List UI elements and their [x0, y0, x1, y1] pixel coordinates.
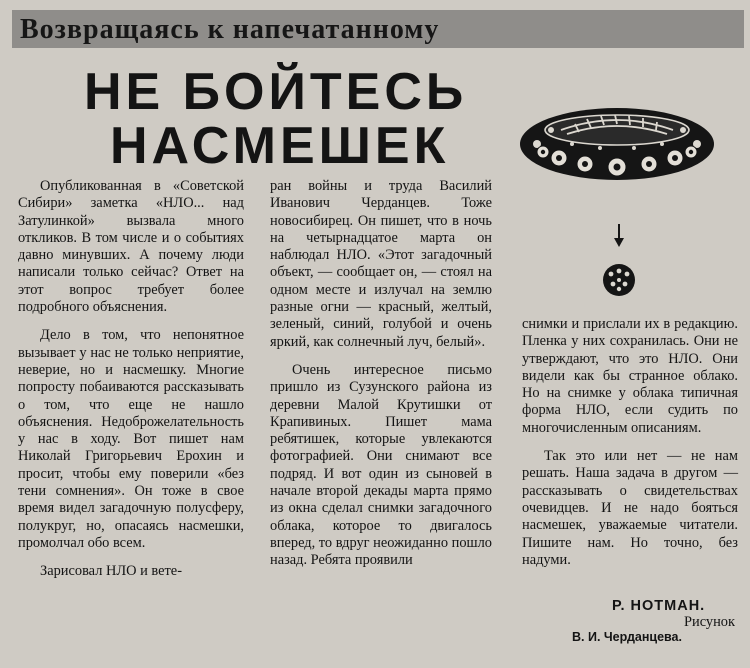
ufo-illustration	[515, 100, 725, 300]
headline-line-1: НЕ БОЙТЕСЬ	[84, 63, 468, 121]
article-column-1	[18, 178, 244, 581]
paragraph: ран войны и труда Василий Иванович Черданцев. Тоже новосибирец. Он пишет, что в ночь на четырнадцатое марта он наблюдал НЛО. «Этот загадочный объект, — сообщает он, — стоял на одном месте и излучал на землю разные огни — красный, желтый, зеленый, синий, голубой и очень яркий, как солнечный луч, белый».	[270, 178, 492, 350]
illustration-artist: В. И. Черданцева.	[572, 630, 682, 644]
paragraph: Очень интересное письмо пришло из Сузунского района из деревни Малой Крутишки от Крапивиных. Пишет мама ребятишек, которые увлекаются фотографией. Они снимают все подряд. И вот один из сыновей в начале второй декады марта прямо из окна сделал снимки загадочного облака, которое то двигалось вперед, то вдруг неожиданно пошло назад. Ребята проявили	[270, 361, 492, 569]
rubric-banner	[12, 10, 744, 48]
paragraph: Зарисовал НЛО и вете-	[40, 563, 182, 580]
illustration-credit-label: Рисунок	[684, 614, 735, 630]
author-signature: Р. НОТМАН.	[612, 598, 706, 614]
rubric-title: Возвращаясь к напечатанному	[20, 14, 440, 45]
object-sphere-icon	[603, 264, 635, 296]
arrow-down-icon	[614, 224, 624, 247]
headline-line-2: НАСМЕШЕК	[110, 117, 450, 175]
article-column-3	[522, 316, 738, 569]
paragraph: снимки и прислали их в редакцию. Пленка у них сохранилась. Они не утверждают, что это НЛО. Они видели как бы странное облако. Но на снимке у облака типичная форма НЛО, если судить по многочисленным описаниям.	[522, 316, 738, 436]
ufo-saucer-icon	[520, 108, 714, 180]
paragraph: Так это или нет — не нам решать. Наша задача в другом — рассказывать о свидетельствах очевидцев. И не надо бояться насмешек, уважаемые читатели. Пишите нам. Но точно, без надуми.	[522, 448, 738, 568]
paragraph: Опубликованная в «Советской Сибири» заметка «НЛО... над Затулинкой» вызвала много откликов. В том числе и о событиях давно минувших. А почему люди написали только сейчас? Ответ на этот вопрос требует более подробного объяснения.	[18, 178, 244, 316]
paragraph: Дело в том, что непонятное вызывает у нас не только неприятие, неверие, но и насмешку. Многие попросту побаиваются рассказывать о том, что еще не нашло объяснения. Недоброжелательность у нас в ходу. Вот пишет нам Николай Григорьевич Ерохин и просит, чтобы ему поверили «без тени сомнения». Он тоже в свое время видел загадочную полусферу, полукруг, но, опасаясь насмешки, промолчал обо всем.	[18, 327, 244, 551]
article-column-2	[270, 178, 492, 570]
